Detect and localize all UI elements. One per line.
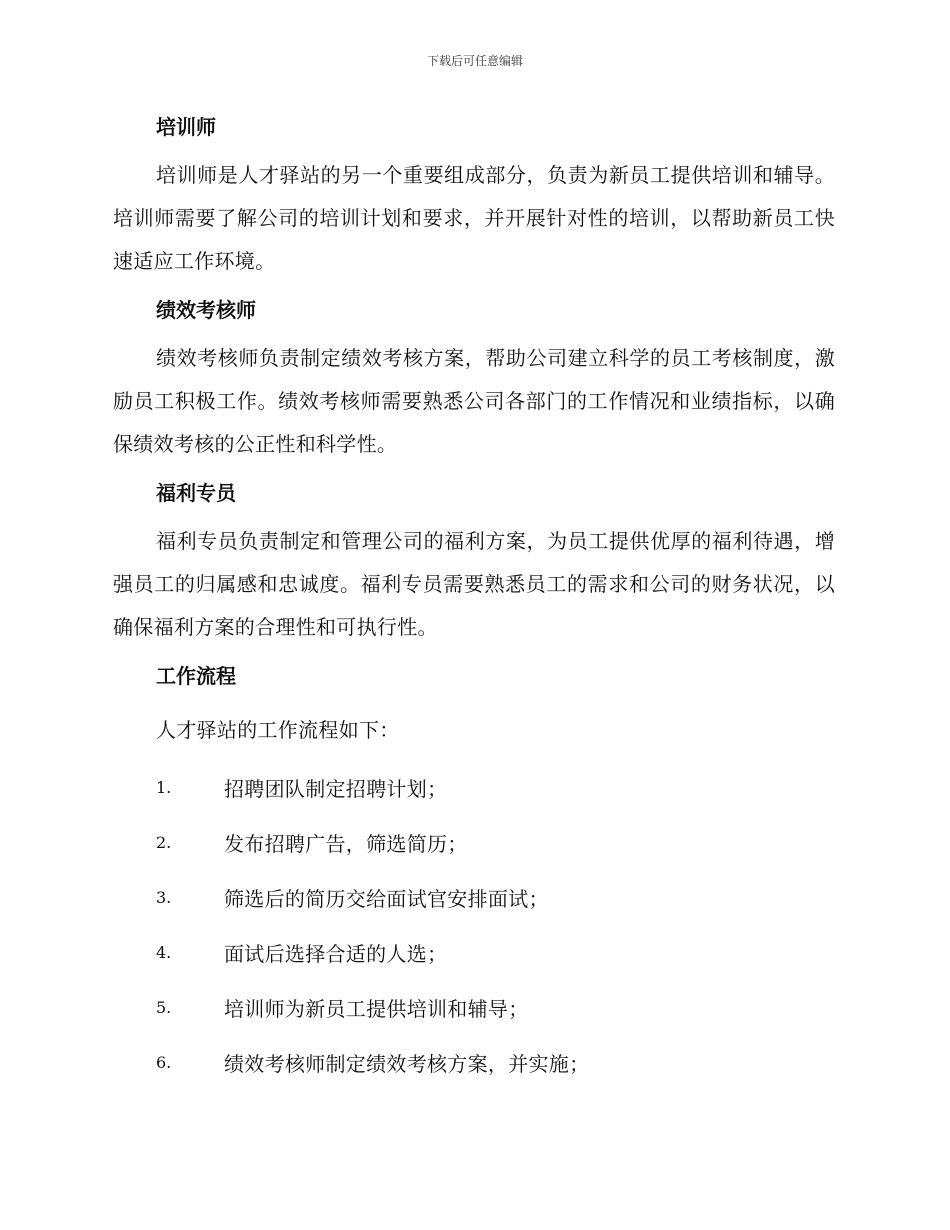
step-text: 绩效考核师制定绩效考核方案，并实施； xyxy=(224,1052,590,1076)
step-number: 5. xyxy=(156,998,172,1017)
section-heading-benefits-specialist: 福利专员 xyxy=(156,481,236,505)
section-paragraph-trainer: 培训师是人才驿站的另一个重要组成部分，负责为新员工提供培训和辅导。培训师需要了解公司的培训计划和要求，并开展针对性的培训，以帮助新员工快速适应工作环境。 xyxy=(113,163,835,273)
step-number: 4. xyxy=(156,943,172,962)
section-benefits-specialist xyxy=(113,476,835,649)
step-number: 1. xyxy=(156,778,172,797)
section-heading-performance-assessor: 绩效考核师 xyxy=(156,298,256,322)
page-header-note: 下载后可任意编辑 xyxy=(426,54,523,68)
step-text: 培训师为新员工提供培训和辅导； xyxy=(224,997,529,1021)
workflow-step xyxy=(113,1035,835,1090)
section-workflow xyxy=(113,659,835,1090)
workflow-steps-list xyxy=(113,760,835,1090)
step-text: 筛选后的简历交给面试官安排面试； xyxy=(224,887,549,911)
workflow-step xyxy=(113,980,835,1035)
section-heading-trainer: 培训师 xyxy=(156,115,216,139)
step-text: 招聘团队制定招聘计划； xyxy=(224,777,448,801)
section-trainer xyxy=(113,110,835,283)
step-number: 6. xyxy=(156,1053,172,1072)
workflow-intro: 人才驿站的工作流程如下： xyxy=(156,718,400,742)
workflow-step xyxy=(113,760,835,815)
document-body xyxy=(113,110,835,1090)
workflow-step xyxy=(113,815,835,870)
workflow-step xyxy=(113,870,835,925)
workflow-step xyxy=(113,925,835,980)
section-heading-workflow: 工作流程 xyxy=(156,664,236,688)
step-number: 3. xyxy=(156,888,172,907)
section-performance-assessor xyxy=(113,293,835,466)
step-text: 发布招聘广告，筛选简历； xyxy=(224,832,468,856)
step-number: 2. xyxy=(156,833,172,852)
section-paragraph-performance-assessor: 绩效考核师负责制定绩效考核方案，帮助公司建立科学的员工考核制度，激励员工积极工作。绩效考核师需要熟悉公司各部门的工作情况和业绩指标，以确保绩效考核的公正性和科学性。 xyxy=(113,346,835,456)
step-text: 面试后选择合适的人选； xyxy=(224,942,448,966)
section-paragraph-benefits-specialist: 福利专员负责制定和管理公司的福利方案，为员工提供优厚的福利待遇，增强员工的归属感和忠诚度。福利专员需要熟悉员工的需求和公司的财务状况，以确保福利方案的合理性和可执行性。 xyxy=(113,529,835,639)
